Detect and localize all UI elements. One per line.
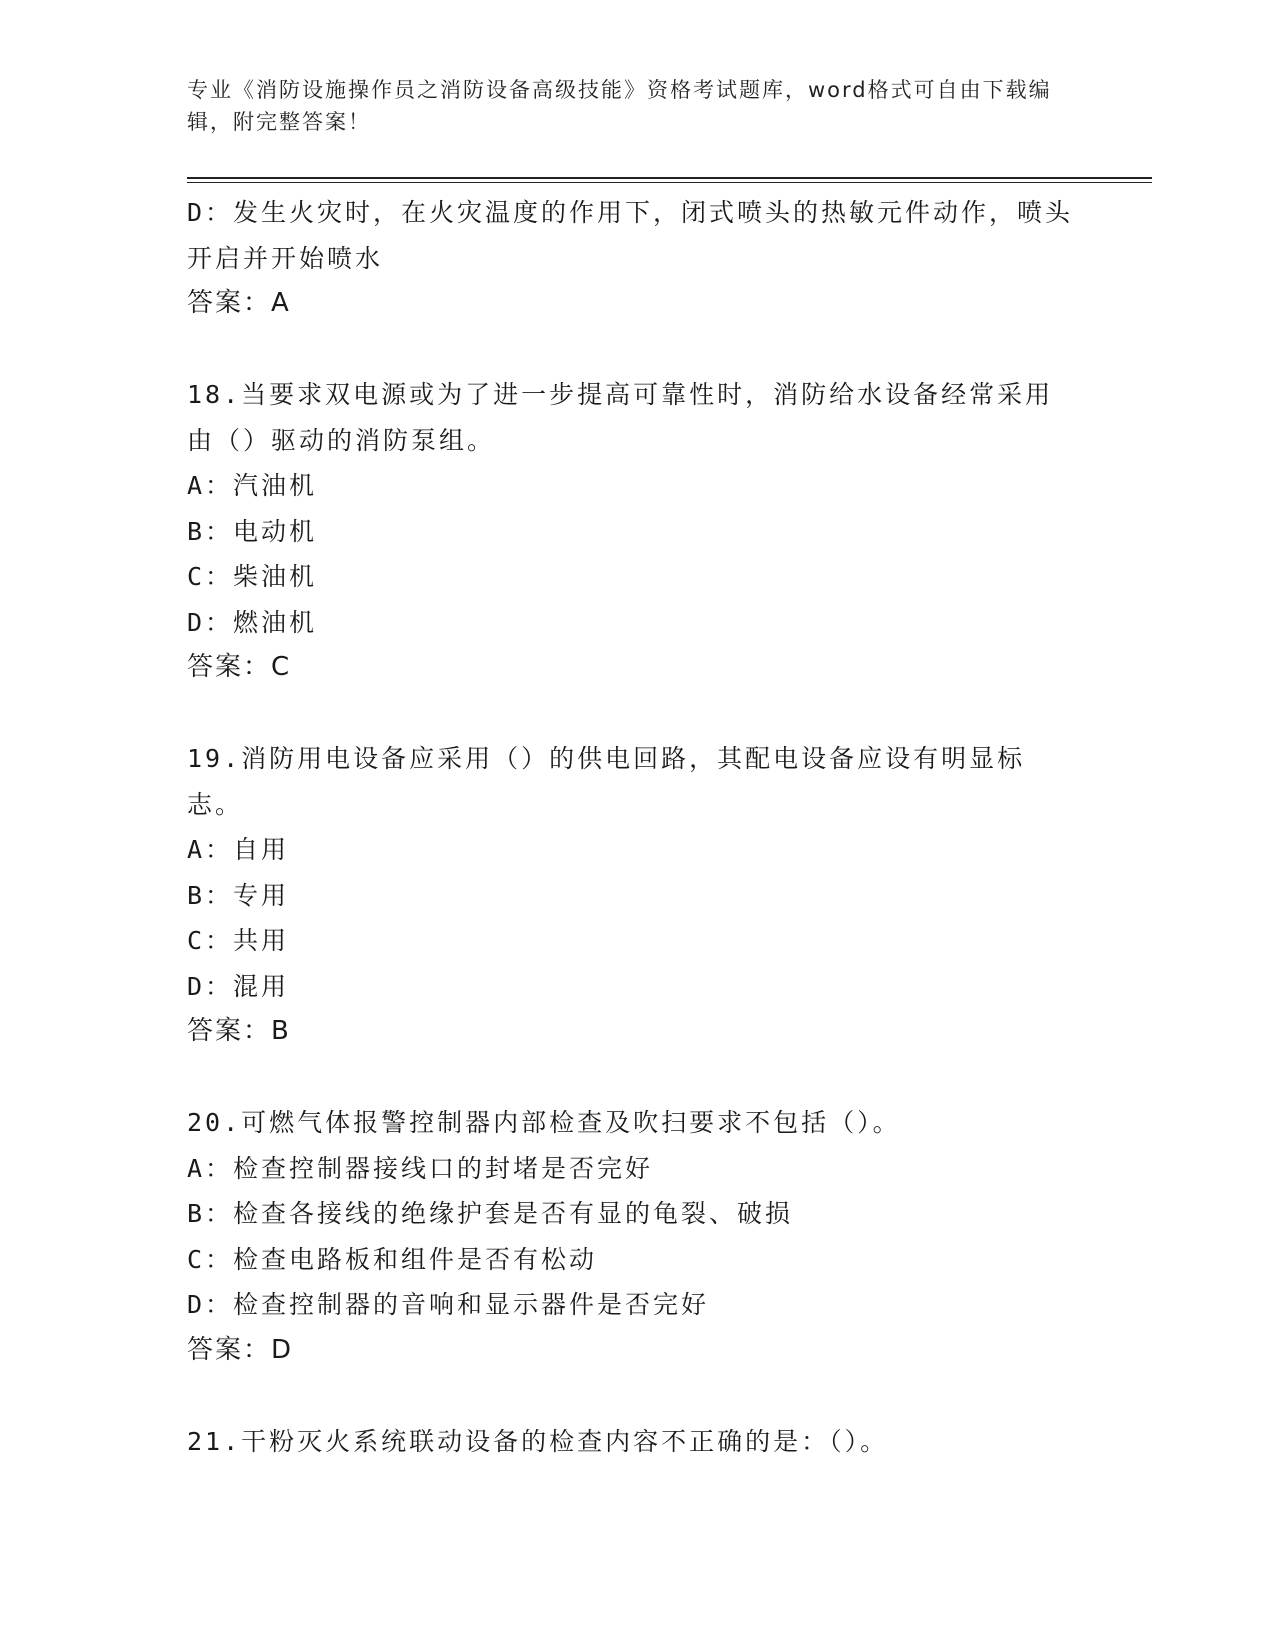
answer: 答案：D [187,1334,294,1365]
option-a: A：自用 [187,835,290,864]
spacer [187,1055,1077,1101]
option-d: D：燃油机 [187,607,318,637]
option-b: B：电动机 [187,516,318,546]
question-stem: 21.干粉灭火系统联动设备的检查内容不正确的是：（）。 [187,1426,889,1456]
question-stem: 19.消防用电设备应采用（）的供电回路，其配电设备应设有明显标志。 [187,744,1026,819]
spacer [187,327,1077,373]
prev-question-answer: 答案：A [187,288,291,318]
header-rule-thin [187,182,1152,183]
spacer [187,1373,1077,1419]
document-header: 专业《消防设施操作员之消防设备高级技能》资格考试题库，word格式可自由下载编辑，附完整答案！ [187,78,1052,134]
header-rule-thick [187,177,1152,179]
question-stem: 18.当要求双电源或为了进一步提高可靠性时，消防给水设备经常采用由（）驱动的消防泵组。 [187,380,1054,455]
question-19 [187,736,1077,1055]
option-c: C：检查电路板和组件是否有松动 [187,1244,598,1274]
question-stem: 20.可燃气体报警控制器内部检查及吹扫要求不包括（）。 [187,1108,901,1137]
option-c: C：柴油机 [187,562,318,591]
question-18 [187,372,1077,691]
option-a: A：检查控制器接线口的封堵是否完好 [187,1153,654,1183]
question-21 [187,1419,1077,1465]
answer: 答案：C [187,652,292,682]
option-d: D：混用 [187,971,290,1001]
prev-question-option-d: D：发生火灾时，在火灾温度的作用下，闭式喷头的热敏元件动作，喷头开启并开始喷水 [187,198,1074,273]
option-b: B：检查各接线的绝缘护套是否有显的龟裂、破损 [187,1199,794,1228]
answer: 答案：B [187,1016,291,1046]
option-b: B：专用 [187,880,290,910]
option-d: D：检查控制器的音响和显示器件是否完好 [187,1290,710,1319]
option-c: C：共用 [187,926,290,955]
spacer [187,691,1077,737]
document-body [187,190,1077,1464]
option-a: A：汽油机 [187,471,318,500]
question-20 [187,1100,1077,1373]
